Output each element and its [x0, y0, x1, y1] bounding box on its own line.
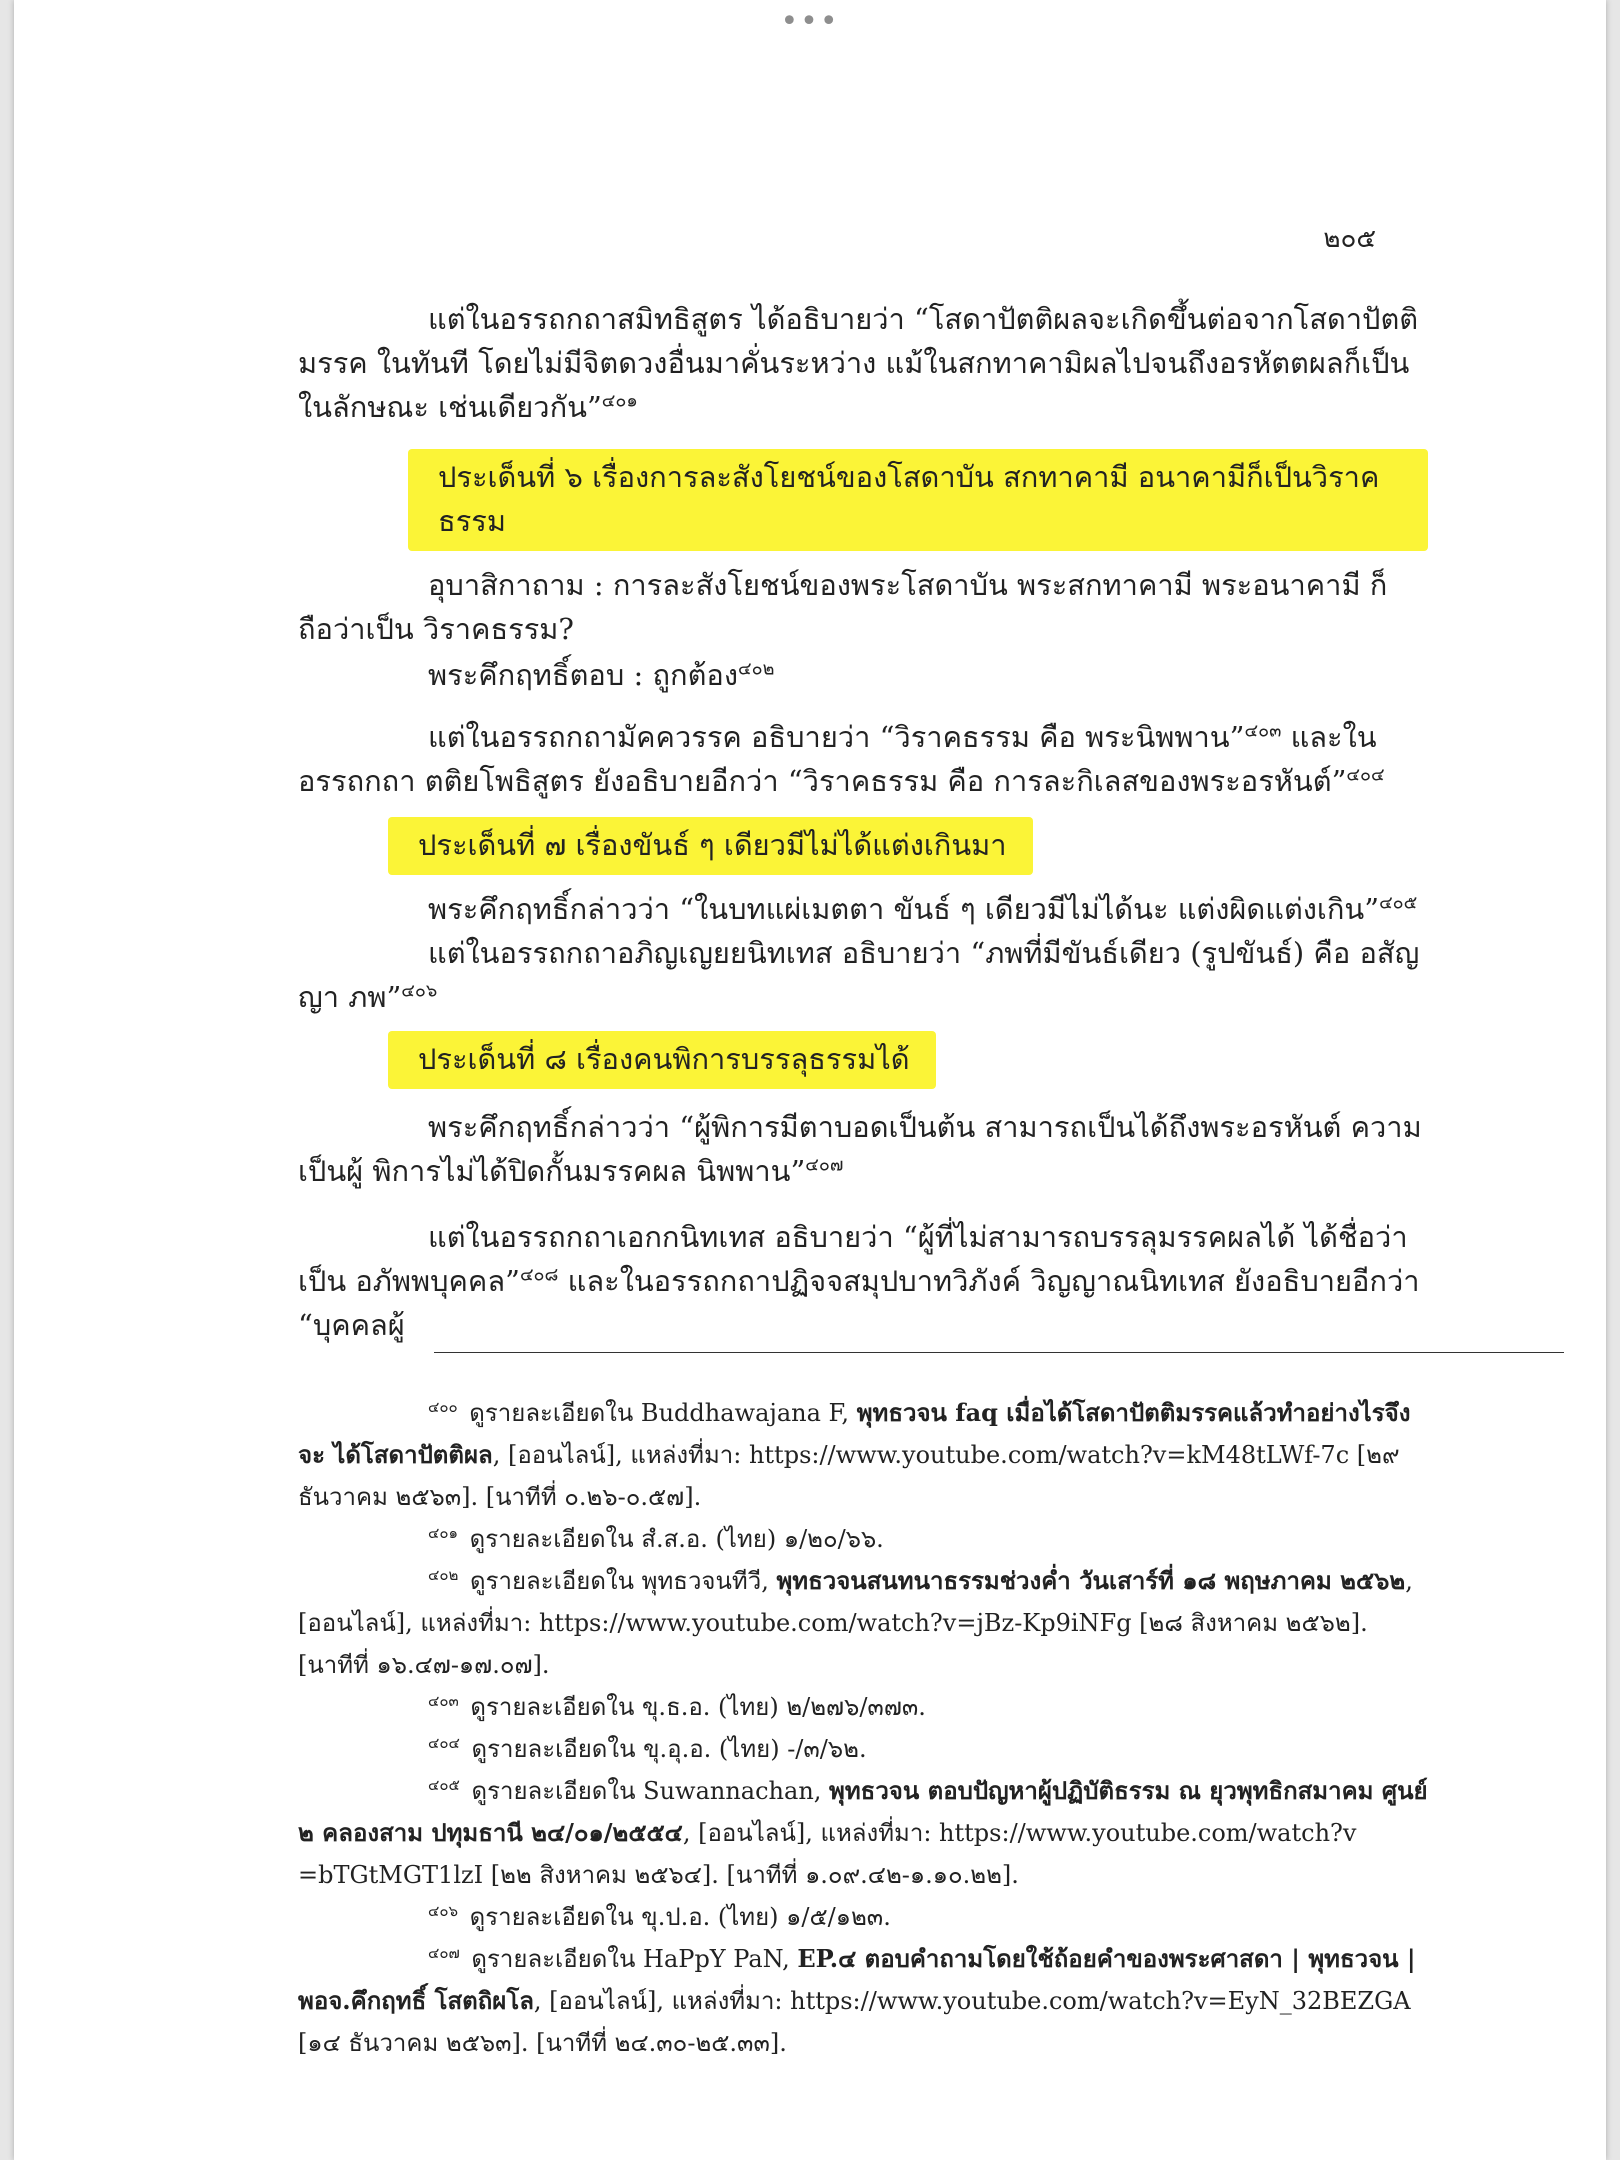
footnotes	[298, 1392, 1428, 2064]
footnote-402-source[interactable]: , [ออนไลน์], แหล่งที่มา: https://www.youtube.com/watch?v=jBz-Kp9iNFg [๒๘ สิงหาคม ๒๕๖๒]. [นาทีที่ ๑๖.๔๗-๑๗.๐๗].	[298, 1567, 1413, 1679]
footnote-403-text: ดูรายละเอียดใน ขุ.ธ.อ. (ไทย) ๒/๒๗๖/๓๗๓.	[462, 1693, 926, 1721]
paragraph-1	[298, 297, 1428, 429]
footnote-400-title: พุทธวจน faq เมื่อได้โสดาปัตติมรรคแล้วทำอย่างไรจึงจะ ได้โสดาปัตติผล	[298, 1398, 1411, 1469]
footnote-401-number: ๔๐๑	[428, 1524, 459, 1542]
footnote-405-title: พุทธวจน ตอบปัญหาผู้ปฏิบัติธรรม ณ ยุวพุทธิกสมาคม ศูนย์ ๒ คลองสาม ปทุมธานี ๒๔/๐๑/๒๕๕๔	[298, 1776, 1428, 1847]
paragraph-2-text-a: แต่ในอรรถกถามัคควรรค อธิบายว่า “วิราคธรรม คือ พระนิพพาน”	[428, 720, 1245, 754]
paragraph-4-text-a: แต่ในอรรถกถาเอกกนิทเทส อธิบายว่า “ผู้ที่ไม่สามารถบรรลุมรรคผลได้ ได้ชื่อว่าเป็น อภัพพบุคคล”	[298, 1220, 1408, 1298]
question-6-text: อุบาสิกาถาม : การละสังโยชน์ของพระโสดาบัน พระสกทาคามี พระอนาคามี ก็ถือว่าเป็น วิราคธรรม?	[298, 568, 1388, 646]
more-options-icon[interactable]: •••	[780, 4, 840, 39]
footnote-402	[298, 1560, 1428, 1686]
footnote-400-text-a: ดูรายละเอียดใน Buddhawajana F,	[461, 1399, 857, 1427]
footnote-405-source[interactable]: , [ออนไลน์], แหล่งที่มา: https://www.youtube.com/watch?v =bTGtMGT1lzI [๒๒ สิงหาคม ๒๕๖๔]. [นาทีที่ ๑.๐๙.๔๒-๑.๑๐.๒๒].	[298, 1819, 1357, 1889]
footnote-404	[298, 1728, 1428, 1770]
footnote-401	[298, 1518, 1428, 1560]
footnote-ref-401[interactable]: ๔๐๑	[601, 390, 638, 412]
statement-8-text: พระคึกฤทธิ์กล่าวว่า “ผู้พิการมีตาบอดเป็นต้น สามารถเป็นได้ถึงพระอรหันต์ ความเป็นผู้ พิการไม่ได้ปิดกั้นมรรคผล นิพพาน”	[298, 1110, 1422, 1188]
footnote-404-number: ๔๐๔	[428, 1734, 460, 1752]
question-6	[298, 563, 1428, 651]
footnote-407-title: EP.๔ ตอบคำถามโดยใช้ถ้อยคำของพระศาสดา | พุทธวจน | พอจ.คึกฤทธิ์ โสตถิผโล	[298, 1944, 1416, 2015]
footnote-406	[298, 1896, 1428, 1938]
paragraph-1-text: แต่ในอรรถกถาสมิทธิสูตร ได้อธิบายว่า “โสดาปัตติผลจะเกิดขึ้นต่อจากโสดาปัตติมรรค ในทันที โดยไม่มีจิตดวงอื่นมาคั่นระหว่าง แม้ในสกทาคามิผลไปจนถึงอรหัตตผลก็เป็นในลักษณะ เช่นเดียวกัน”	[298, 302, 1419, 424]
paragraph-3	[298, 931, 1428, 1019]
issue-8-heading	[388, 1031, 936, 1089]
answer-6	[298, 653, 1428, 697]
issue-7-heading	[388, 817, 1033, 875]
footnote-404-text: ดูรายละเอียดใน ขุ.อุ.อ. (ไทย) -/๓/๖๒.	[463, 1735, 867, 1763]
footnote-406-number: ๔๐๖	[428, 1902, 459, 1920]
answer-6-text: พระคึกฤทธิ์ตอบ : ถูกต้อง	[428, 658, 738, 692]
issue-6-heading	[408, 449, 1428, 551]
footnote-402-title: พุทธวจนสนทนาธรรมช่วงค่ำ วันเสาร์ที่ ๑๘ พฤษภาคม ๒๕๖๒	[776, 1566, 1406, 1595]
footnote-ref-402[interactable]: ๔๐๒	[738, 658, 775, 680]
statement-7-text: พระคึกฤทธิ์กล่าวว่า “ในบทแผ่เมตตา ขันธ์ ๆ เดียวมีไม่ได้นะ แต่งผิดแต่งเกิน”	[428, 892, 1380, 926]
issue-7-heading-text: ประเด็นที่ ๗ เรื่องขันธ์ ๆ เดียวมีไม่ได้แต่งเกินมา	[418, 828, 1007, 862]
paragraph-3-text: แต่ในอรรถกถาอภิญเญยยนิทเทส อธิบายว่า “ภพที่มีขันธ์เดียว (รูปขันธ์) คือ อสัญญา ภพ”	[298, 936, 1420, 1014]
footnote-divider	[434, 1352, 1564, 1353]
page-number: ๒๐๕	[1323, 224, 1376, 254]
body-text	[298, 297, 1428, 1347]
footnote-407-text-a: ดูรายละเอียดใน HaPpY PaN,	[463, 1945, 798, 1973]
footnote-403	[298, 1686, 1428, 1728]
statement-8	[298, 1105, 1428, 1193]
footnote-ref-404[interactable]: ๔๐๔	[1346, 764, 1385, 786]
footnote-ref-403[interactable]: ๔๐๓	[1244, 720, 1282, 742]
footnote-ref-406[interactable]: ๔๐๖	[401, 980, 438, 1002]
footnote-405	[298, 1770, 1428, 1896]
footnote-403-number: ๔๐๓	[428, 1692, 459, 1710]
footnote-402-text-a: ดูรายละเอียดใน พุทธวจนทีวี,	[462, 1567, 777, 1595]
footnote-400-number: ๔๐๐	[428, 1398, 458, 1416]
statement-7	[298, 887, 1428, 931]
footnote-400-source[interactable]: , [ออนไลน์], แหล่งที่มา: https://www.youtube.com/watch?v=kM48tLWf-7c [๒๙ ธันวาคม ๒๕๖๓]. [นาทีที่ ๐.๒๖-๐.๕๗].	[298, 1441, 1400, 1511]
footnote-400	[298, 1392, 1428, 1518]
paragraph-2-text-b: และในอรรถกถา ตติยโพธิสูตร ยังอธิบายอีกว่า “วิราคธรรม คือ การละกิเลสของพระอรหันต์”	[298, 720, 1377, 798]
footnote-ref-405[interactable]: ๔๐๕	[1379, 892, 1418, 914]
paragraph-2	[298, 715, 1428, 803]
document-page	[14, 0, 1606, 2160]
issue-8-heading-text: ประเด็นที่ ๘ เรื่องคนพิการบรรลุธรรมได้	[418, 1042, 910, 1076]
footnote-405-text-a: ดูรายละเอียดใน Suwannachan,	[463, 1777, 830, 1805]
issue-6-heading-text: ประเด็นที่ ๖ เรื่องการละสังโยชน์ของโสดาบัน สกทาคามี อนาคามีก็เป็นวิราคธรรม	[438, 460, 1380, 538]
footnote-ref-408[interactable]: ๔๐๘	[519, 1264, 559, 1286]
paragraph-4	[298, 1215, 1428, 1347]
footnote-401-text: ดูรายละเอียดใน สํ.ส.อ. (ไทย) ๑/๒๐/๖๖.	[462, 1525, 884, 1553]
footnote-405-number: ๔๐๕	[428, 1776, 460, 1794]
footnote-407-number: ๔๐๗	[428, 1944, 460, 1962]
footnote-407	[298, 1938, 1428, 2064]
footnote-407-source[interactable]: , [ออนไลน์], แหล่งที่มา: https://www.youtube.com/watch?v=EyN_32BEZGA [๑๔ ธันวาคม ๒๕๖๓]. [นาทีที่ ๒๔.๓๐-๒๕.๓๓].	[298, 1987, 1411, 2057]
footnote-402-number: ๔๐๒	[428, 1566, 459, 1584]
paragraph-4-text-b: และในอรรถกถาปฏิจจสมุปบาทวิภังค์ วิญญาณนิทเทส ยังอธิบายอีกว่า “บุคคลผู้	[298, 1264, 1420, 1342]
footnote-406-text: ดูรายละเอียดใน ขุ.ป.อ. (ไทย) ๑/๕/๑๒๓.	[462, 1903, 891, 1931]
footnote-ref-407[interactable]: ๔๐๗	[805, 1154, 844, 1176]
